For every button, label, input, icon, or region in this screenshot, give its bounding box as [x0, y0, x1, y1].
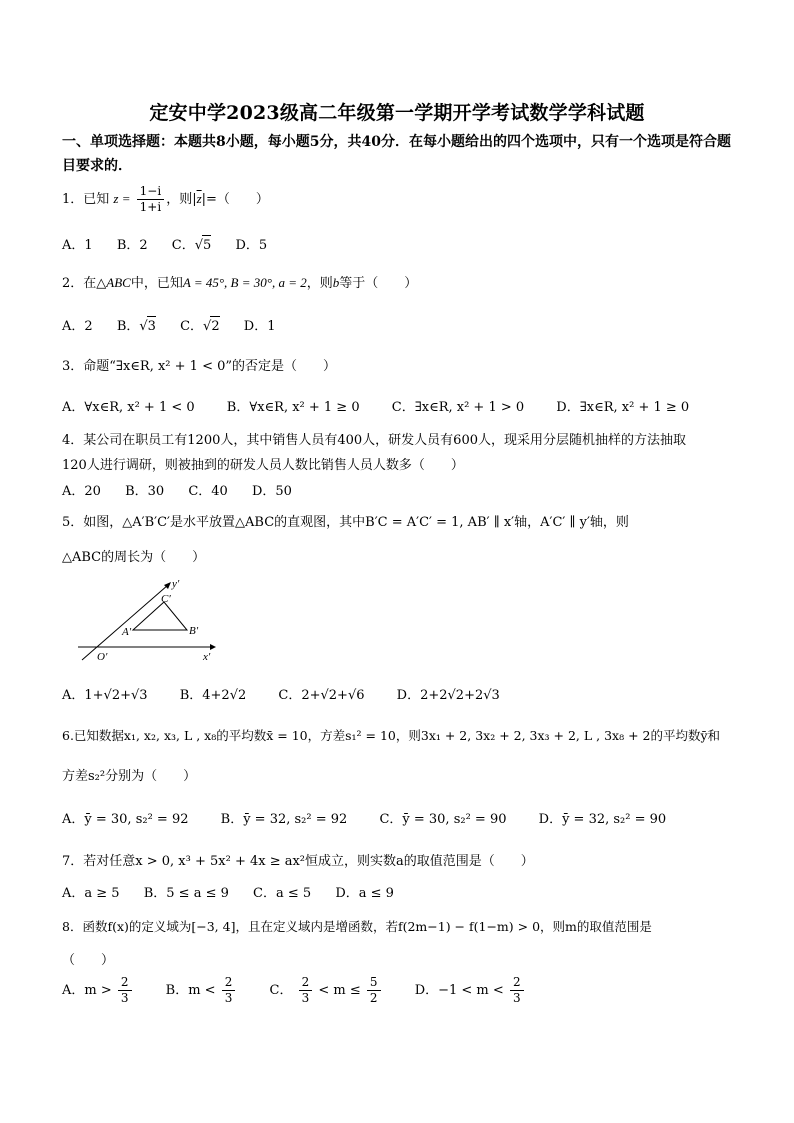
q5-option-c[interactable]: C．2+√2+√6	[278, 688, 365, 703]
question-1	[62, 184, 742, 215]
q8-c-den2: 2	[369, 991, 378, 1005]
q8-option-a-fraction	[118, 975, 132, 1006]
q2-option-a[interactable]: A．2	[62, 319, 93, 334]
q7-option-b[interactable]: B．5 ≤ a ≤ 9	[143, 886, 229, 901]
q8-b-num: 2	[222, 975, 236, 991]
q8-c-num2: 5	[367, 975, 381, 991]
q4-option-d[interactable]: D．50	[251, 484, 292, 499]
label-o: O′	[97, 651, 108, 663]
q8-c-num1: 2	[299, 975, 313, 991]
q8-option-b[interactable]	[166, 975, 238, 1006]
q8-option-b-label: B．m <	[165, 983, 216, 998]
y-axis-line	[82, 585, 168, 660]
question-6-line2: 方差s₂²分别为（ ）	[62, 769, 197, 784]
q3-option-a[interactable]: A．∀x∈R, x² + 1 < 0	[62, 400, 195, 415]
q8-c-mid: < m ≤	[318, 983, 361, 998]
q7-options	[62, 884, 414, 904]
q1-denominator: 1+i	[139, 200, 162, 214]
q5-options	[62, 686, 520, 706]
q1-option-a[interactable]: A．1	[62, 238, 93, 253]
q5-option-b[interactable]: B．4+2√2	[179, 688, 247, 703]
q7-option-d[interactable]: D．a ≤ 9	[335, 886, 394, 901]
q1-option-c[interactable]: C．√5	[172, 235, 212, 256]
question-4-line2: 120人进行调研，则被抽到的研发人员人数比销售人员人数多（ ）	[62, 458, 464, 473]
q8-a-den: 3	[120, 991, 129, 1005]
q2-abc: ABC	[106, 275, 131, 290]
q8-option-d-fraction	[510, 975, 524, 1006]
exam-title: 定安中学2023级高二年级第一学期开学考试数学学科试题	[149, 102, 645, 124]
q3-option-b[interactable]: B．∀x∈R, x² + 1 ≥ 0	[226, 400, 360, 415]
q2-text-b: 中，已知	[130, 276, 183, 291]
q8-options	[62, 975, 546, 1006]
q1-option-d[interactable]: D．5	[235, 238, 268, 253]
q4-options	[62, 482, 312, 502]
question-8-line2: （ ）	[62, 953, 115, 968]
label-x: x′	[203, 651, 211, 663]
question-4-line1: 4．某公司在职员工有1200人，其中销售人员有400人，研发人员有600人，现采用分层随机抽样的方法抽取	[62, 433, 686, 448]
q1-z: z =	[113, 191, 131, 206]
q1-zbar: $\overline{z}$	[196, 191, 202, 206]
q8-option-a[interactable]	[62, 975, 134, 1006]
question-7: 7．若对任意x > 0, x³ + 5x² + 4x ≥ ax²恒成立，则实数a的取值范围是（ ）	[62, 854, 534, 869]
question-5-line1: 5．如图，△A′B′C′是水平放置△ABC的直观图，其中B′C = A′C′ = 1, AB′ ∥ x′轴，A′C′ ∥ y′轴，则	[62, 515, 629, 530]
q4-option-b[interactable]: B．30	[125, 484, 165, 499]
q1-suffix: ，则|	[166, 192, 197, 207]
q1-options	[62, 235, 287, 256]
q7-option-a[interactable]: A．a ≥ 5	[62, 886, 120, 901]
q1-suffix2: |=（ ）	[201, 192, 269, 207]
q2-text-a: 2．在△	[62, 276, 107, 291]
label-y: y′	[172, 578, 180, 590]
label-b: B′	[189, 625, 199, 637]
q2-text-c: ，则	[306, 276, 333, 291]
q6-option-b[interactable]: B．ȳ = 32, s₂² = 92	[220, 812, 348, 827]
question-5-line2: △ABC的周长为（ ）	[62, 550, 206, 565]
q8-d-num: 2	[510, 975, 524, 991]
question-3: 3．命题“∃x∈R, x² + 1 < 0”的否定是（ ）	[62, 359, 337, 374]
q2-option-b[interactable]: B．√3	[117, 316, 156, 337]
question-2	[62, 272, 742, 295]
q2-option-c-radicand: 2	[210, 316, 219, 337]
question-8-line1: 8．函数f(x)的定义域为[−3, 4]，且在定义域内是增函数，若f(2m−1) − f(1−m) > 0，则m的取值范围是	[62, 919, 652, 934]
q2-option-b-label: B．	[116, 319, 140, 334]
q8-d-den: 3	[512, 991, 521, 1005]
q5-option-a[interactable]: A．1+√2+√3	[62, 688, 148, 703]
q3-option-d[interactable]: D．∃x∈R, x² + 1 ≥ 0	[556, 400, 690, 415]
q6-options	[62, 810, 686, 830]
q6-option-a[interactable]: A．ȳ = 30, s₂² = 92	[62, 812, 189, 827]
q2-options	[62, 316, 295, 337]
q1-prefix: 1．已知	[62, 192, 110, 207]
label-a: A′	[122, 626, 132, 638]
q1-option-c-radicand: 5	[202, 235, 211, 256]
q5-figure	[70, 572, 220, 664]
q1-option-c-label: C．	[171, 238, 195, 253]
q8-option-c-fraction1	[299, 975, 313, 1006]
triangle-abc-prime	[133, 602, 187, 630]
q8-option-a-label: A．m >	[62, 983, 112, 998]
q2-option-d[interactable]: D．1	[243, 319, 276, 334]
q8-option-c-label: C．	[269, 983, 293, 998]
q8-option-c-fraction2	[367, 975, 381, 1006]
q6-option-d[interactable]: D．ȳ = 32, s₂² = 90	[538, 812, 667, 827]
label-c: C′	[161, 593, 171, 605]
q8-option-d-label: D．−1 < m <	[414, 983, 504, 998]
q8-c-den1: 3	[301, 991, 310, 1005]
q6-option-c[interactable]: C．ȳ = 30, s₂² = 90	[379, 812, 507, 827]
q7-option-c[interactable]: C．a ≤ 5	[253, 886, 312, 901]
question-6-line1: 6.已知数据x₁, x₂, x₃, L , x₈的平均数x̄ = 10，方差s₁² = 10，则3x₁ + 2, 3x₂ + 2, 3x₃ + 2, L , 3x₈ + 2的平均数ȳ和	[62, 728, 721, 743]
q2-option-c-label: C．	[180, 319, 204, 334]
q8-b-den: 3	[224, 991, 233, 1005]
q5-option-d[interactable]: D．2+2√2+2√3	[396, 688, 500, 703]
q3-options	[62, 398, 709, 418]
q3-option-c[interactable]: C．∃x∈R, x² + 1 > 0	[391, 400, 525, 415]
q1-option-b[interactable]: B．2	[116, 238, 148, 253]
q2-text-d: 等于（ ）	[339, 276, 418, 291]
q2-option-b-radicand: 3	[147, 316, 156, 337]
q4-option-c[interactable]: C．40	[188, 484, 228, 499]
q2-b: b	[332, 275, 340, 290]
q8-option-b-fraction	[222, 975, 236, 1006]
q2-condition: A = 45°, B = 30°, a = 2	[182, 275, 307, 290]
q8-a-num: 2	[118, 975, 132, 991]
x-axis-arrow	[210, 644, 216, 650]
q8-option-c[interactable]	[270, 975, 383, 1006]
q1-fraction	[137, 184, 165, 215]
q4-option-a[interactable]: A．20	[62, 484, 101, 499]
q2-option-c[interactable]: C．√2	[180, 316, 220, 337]
q8-option-d[interactable]	[415, 975, 526, 1006]
q1-numerator: 1−i	[137, 184, 165, 200]
section-heading: 一、单项选择题：本题共8小题，每小题5分，共40分．在每小题给出的四个选项中，只有一个选项是符合题目要求的．	[62, 134, 731, 174]
